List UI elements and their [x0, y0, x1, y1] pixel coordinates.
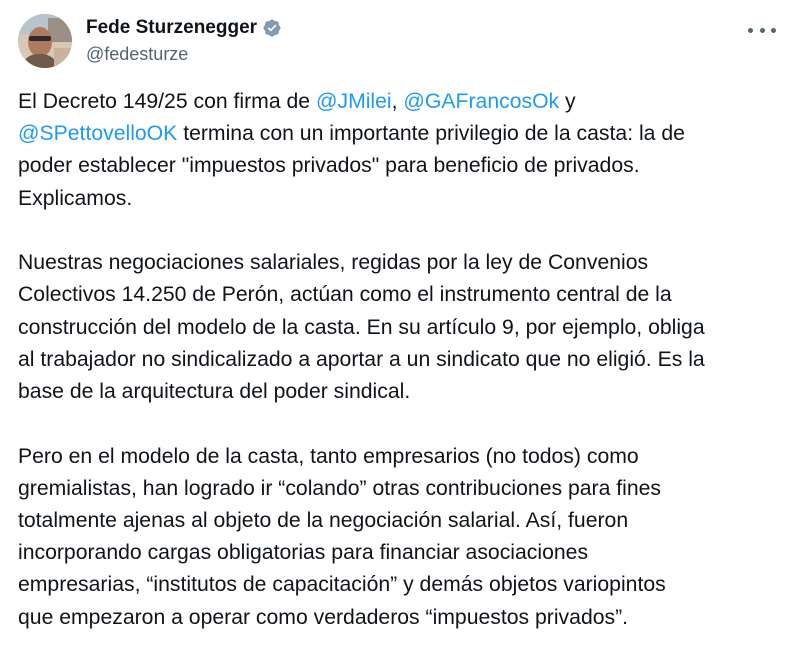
- more-dot: [760, 28, 765, 33]
- tweet-header: [18, 14, 784, 70]
- avatar-image: [18, 14, 72, 68]
- author-handle[interactable]: @fedesturze: [86, 44, 189, 64]
- author-display-name[interactable]: Fede Sturzenegger: [86, 17, 258, 38]
- text-segment: El Decreto 149/25 con firma de: [18, 90, 316, 113]
- text-line: construcción del modelo de la casta. En su artículo 9, por ejemplo, obliga: [18, 315, 705, 339]
- mention-link-spettovellook[interactable]: @SPettovelloOK: [18, 122, 178, 146]
- tweet-paragraph-3: [18, 441, 788, 634]
- verified-badge-icon[interactable]: [262, 18, 282, 38]
- name-row: [86, 16, 282, 40]
- more-dot: [771, 28, 776, 33]
- tweet-paragraph-2: [18, 247, 788, 408]
- text-line: Pero en el modelo de la casta, tanto empresarios (no todos) como: [18, 444, 639, 468]
- text-segment: termina con un importante privilegio de la casta: la de: [177, 122, 685, 146]
- mention-link-jmilei[interactable]: @JMilei: [315, 90, 392, 113]
- text-line: [18, 86, 788, 118]
- text-segment: ,: [391, 90, 404, 113]
- avatar[interactable]: [18, 14, 72, 68]
- text-line: incorporando cargas obligatorias para financiar asociaciones: [18, 541, 589, 565]
- text-line: al trabajador no sindicalizado a aportar a un sindicato que no eligió. Es la: [18, 347, 705, 371]
- text-line: gremialistas, han logrado ir “colando” otras contribuciones para fines: [18, 476, 662, 500]
- text-line: empresarias, “institutos de capacitación” y demás objetos variopintos: [18, 573, 666, 597]
- text-line: poder establecer "impuestos privados" para beneficio de privados.: [18, 154, 640, 178]
- text-line: totalmente ajenas al objeto de la negociación salarial. Así, fueron: [18, 509, 629, 533]
- text-segment: y: [559, 90, 576, 113]
- text-line: Nuestras negociaciones salariales, regidas por la ley de Convenios: [18, 251, 649, 275]
- more-dot: [748, 28, 753, 33]
- text-line: base de la arquitectura del poder sindical.: [18, 380, 411, 404]
- text-line: [18, 118, 788, 150]
- tweet-text: [18, 86, 788, 634]
- author-names: [86, 16, 282, 66]
- text-line: Explicamos.: [18, 186, 133, 210]
- tweet-paragraph-1: [18, 86, 788, 215]
- more-horizontal-icon[interactable]: [748, 20, 776, 40]
- text-line: Colectivos 14.250 de Perón, actúan como el instrumento central de la: [18, 283, 672, 307]
- mention-link-gafrancosok[interactable]: @GAFrancosOk: [403, 90, 560, 113]
- text-line: que empezaron a operar como verdaderos “impuestos privados”.: [18, 605, 629, 629]
